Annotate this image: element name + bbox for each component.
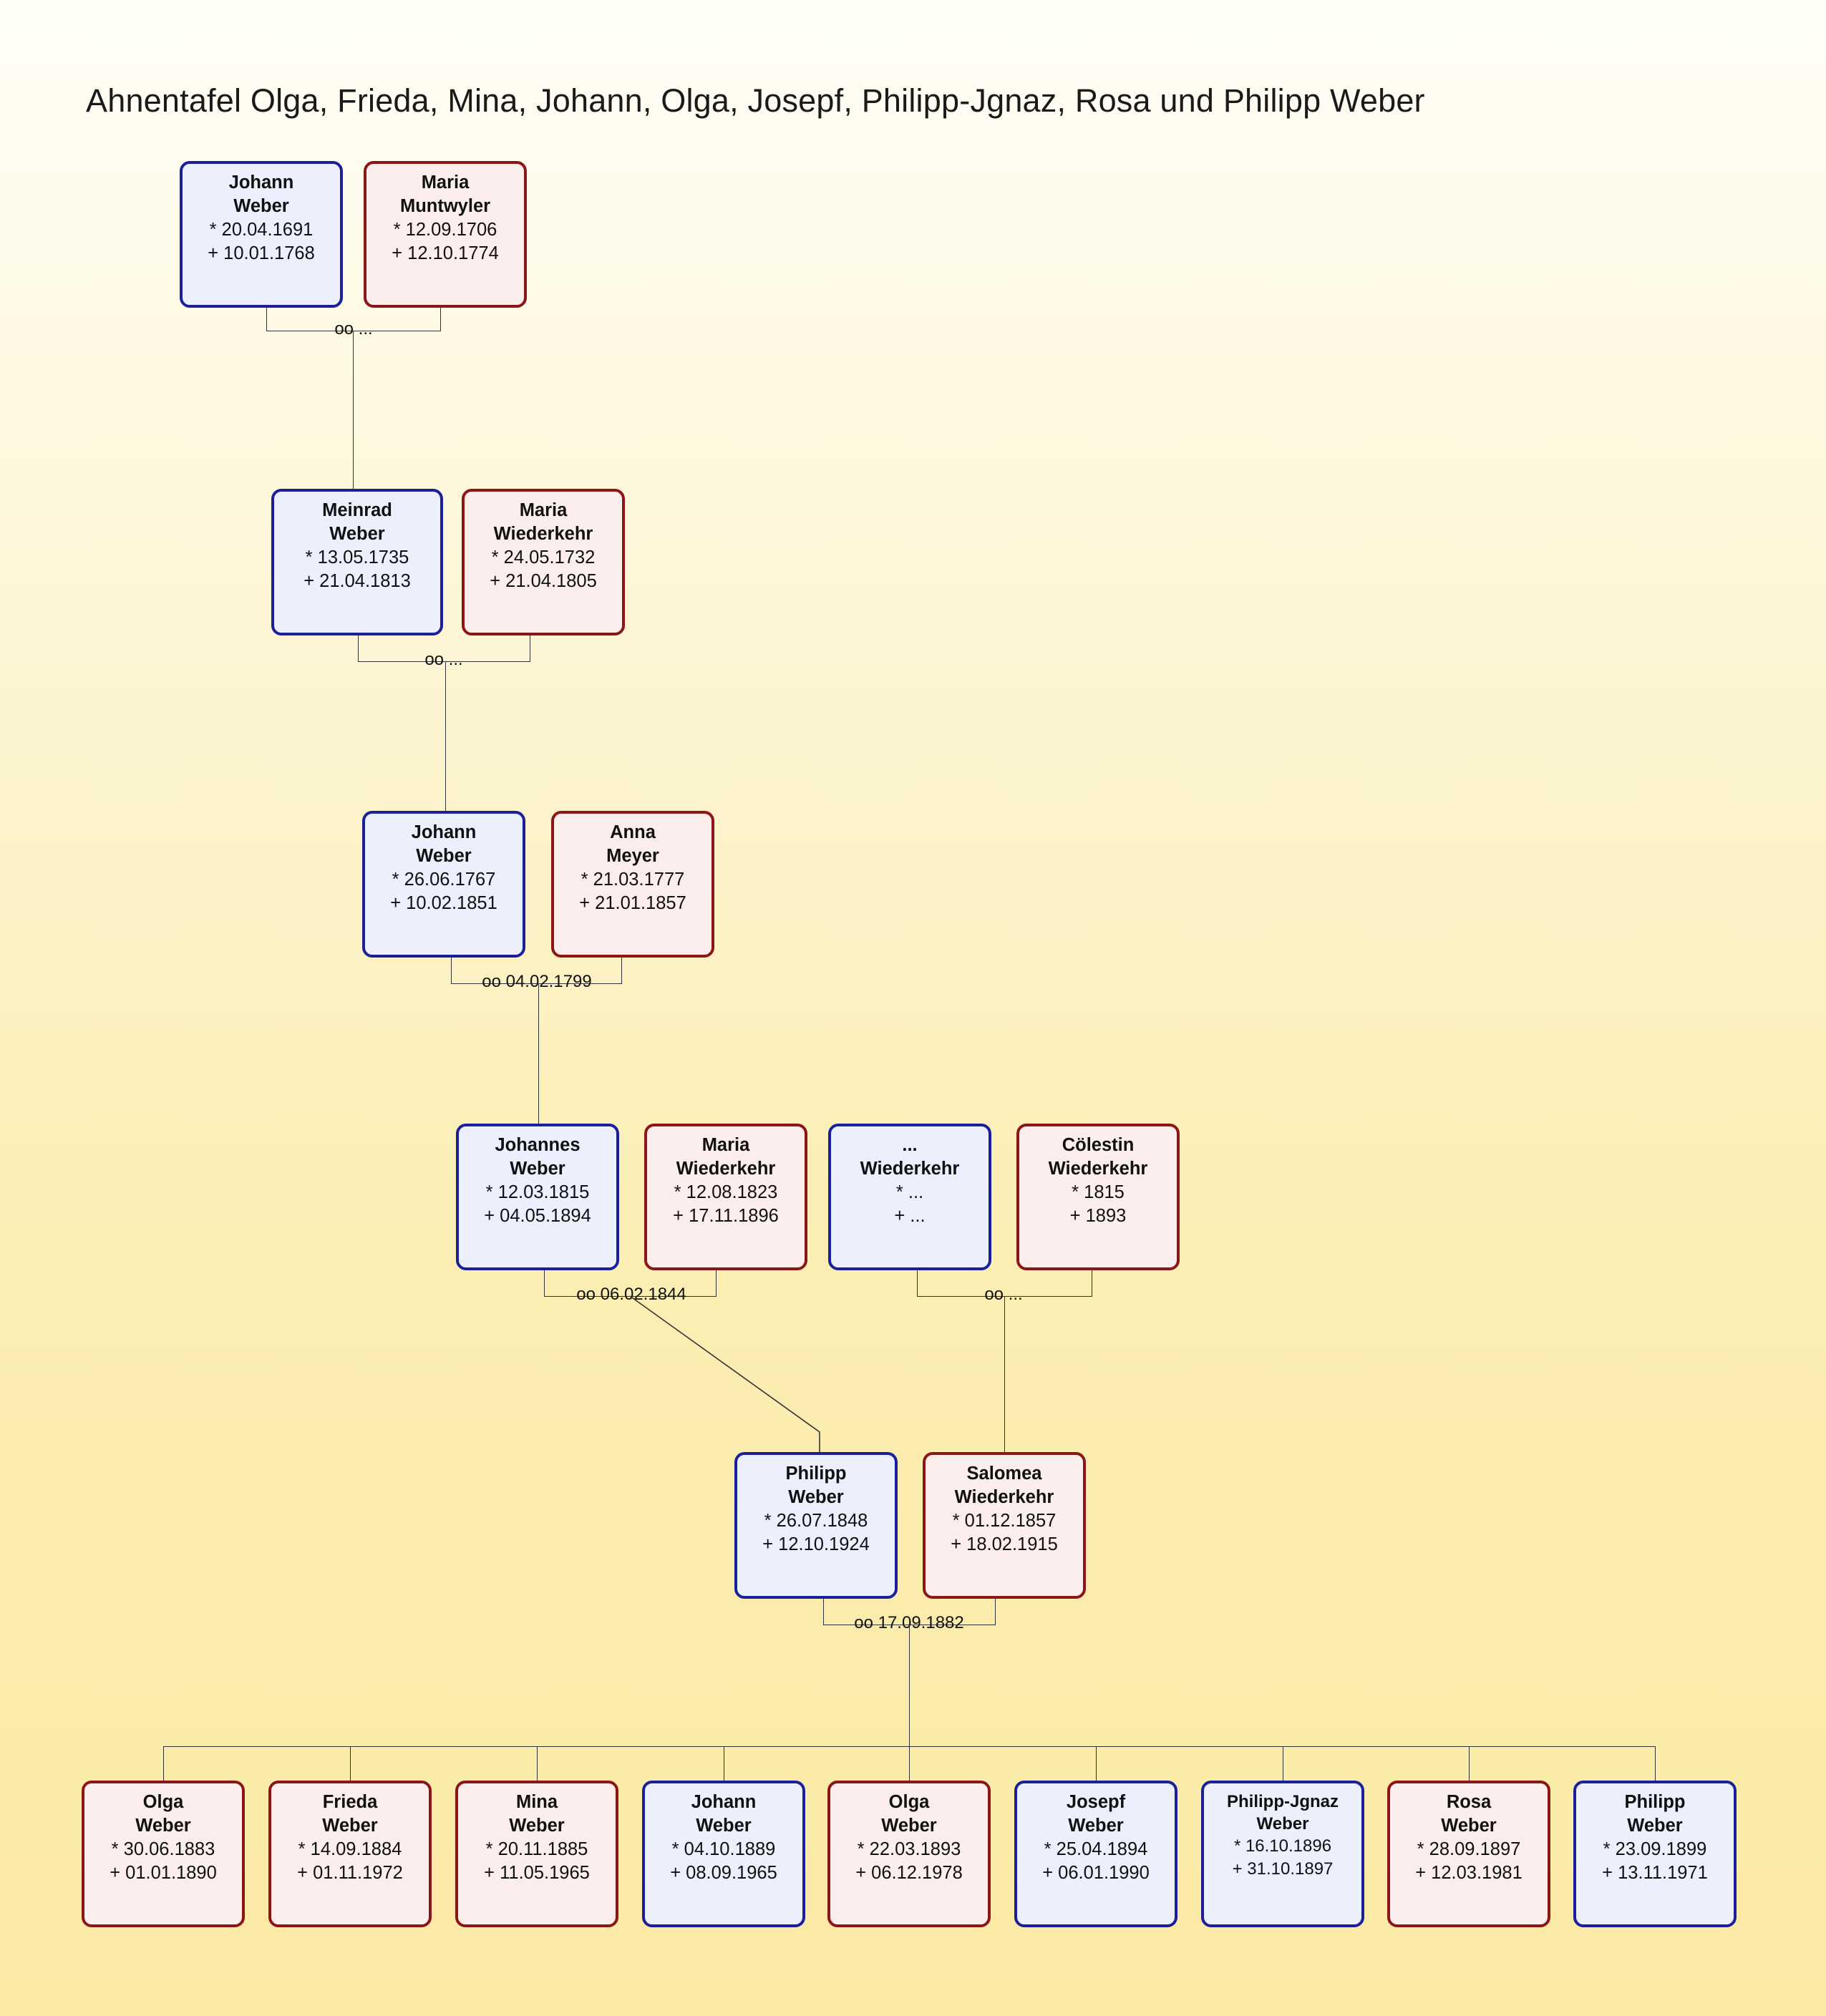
person-given-name: Frieda (322, 1792, 378, 1812)
marriage-drop-left (358, 636, 359, 661)
person-box[interactable] (455, 1781, 618, 1927)
person-box[interactable] (364, 161, 527, 308)
marriage-drop-right (995, 1599, 996, 1625)
person-given-name: Maria (701, 1135, 750, 1155)
sibling-drop (909, 1746, 910, 1781)
person-box[interactable] (462, 489, 625, 636)
person-birth: * 01.12.1857 (952, 1511, 1057, 1532)
person-birth: * 26.06.1767 (392, 870, 496, 890)
person-given-name: Johann (691, 1792, 757, 1812)
marriage-drop-right (621, 958, 622, 983)
person-death: + 11.05.1965 (484, 1863, 590, 1884)
person-surname: Meyer (606, 846, 659, 867)
person-box[interactable] (82, 1781, 245, 1927)
person-death: + 01.11.1972 (297, 1863, 403, 1884)
person-given-name: Johann (411, 822, 477, 842)
marriage-drop-left (544, 1270, 545, 1296)
person-death: + 21.04.1805 (490, 571, 597, 592)
child-drop (538, 983, 539, 1131)
sibling-drop (1096, 1746, 1097, 1781)
marriage-drop-left (266, 308, 267, 331)
person-birth: * 30.06.1883 (111, 1839, 215, 1860)
person-birth: * 14.09.1884 (298, 1839, 402, 1860)
person-surname: Wiederkehr (954, 1487, 1054, 1508)
person-death: + 10.02.1851 (390, 893, 497, 914)
marriage-label: oo 17.09.1882 (854, 1613, 964, 1632)
person-given-name: Salomea (966, 1464, 1042, 1484)
person-death: + 06.12.1978 (855, 1863, 963, 1884)
person-given-name: Rosa (1446, 1792, 1492, 1812)
child-drop (445, 661, 446, 820)
sibling-drop (1469, 1746, 1470, 1781)
person-birth: * 12.03.1815 (485, 1182, 590, 1203)
marriage-drop-left (823, 1599, 824, 1625)
person-surname: Weber (510, 1159, 565, 1179)
person-death: + 31.10.1897 (1232, 1859, 1334, 1879)
person-surname: Weber (1068, 1816, 1124, 1836)
person-box[interactable] (1201, 1781, 1364, 1927)
person-given-name: Philipp-Jgnaz (1227, 1792, 1339, 1811)
person-given-name: Anna (610, 822, 656, 842)
person-box[interactable] (1016, 1124, 1180, 1270)
person-death: + 08.09.1965 (670, 1863, 777, 1884)
person-death: + 04.05.1894 (484, 1206, 591, 1227)
person-given-name: Johannes (495, 1135, 581, 1155)
person-box[interactable] (644, 1124, 807, 1270)
person-birth: * 12.09.1706 (393, 220, 497, 240)
sibling-drop (537, 1746, 538, 1781)
person-surname: Weber (1441, 1816, 1497, 1836)
person-birth: * 04.10.1889 (671, 1839, 776, 1860)
person-given-name: ... (902, 1135, 918, 1155)
person-surname: Weber (135, 1816, 191, 1836)
person-box[interactable] (1387, 1781, 1550, 1927)
person-surname: Weber (881, 1816, 937, 1836)
person-given-name: Meinrad (322, 500, 392, 520)
person-birth: * 26.07.1848 (764, 1511, 868, 1532)
person-surname: Weber (696, 1816, 752, 1836)
person-surname: Weber (233, 196, 289, 217)
sibling-drop (1655, 1746, 1656, 1781)
person-given-name: Maria (421, 172, 470, 193)
person-given-name: Maria (519, 500, 568, 520)
person-box[interactable] (827, 1781, 991, 1927)
person-birth: * 12.08.1823 (674, 1182, 778, 1203)
person-given-name: Olga (142, 1792, 184, 1812)
person-box[interactable] (828, 1124, 991, 1270)
child-drop (353, 331, 354, 495)
person-death: + 12.10.1774 (392, 243, 499, 264)
person-birth: * 1815 (1072, 1182, 1125, 1203)
person-death: + 21.04.1813 (303, 571, 411, 592)
person-box[interactable] (180, 161, 343, 308)
person-death: + 01.01.1890 (110, 1863, 217, 1884)
sibling-drop (163, 1746, 164, 1781)
person-surname: Weber (322, 1816, 378, 1836)
person-surname: Weber (788, 1487, 844, 1508)
person-box[interactable] (271, 489, 443, 636)
person-box[interactable] (456, 1124, 619, 1270)
person-surname: Muntwyler (399, 196, 491, 217)
person-death: + 06.01.1990 (1042, 1863, 1150, 1884)
person-surname: Weber (1627, 1816, 1683, 1836)
person-surname: Weber (509, 1816, 565, 1836)
person-given-name: Olga (888, 1792, 930, 1812)
person-box[interactable] (1573, 1781, 1737, 1927)
person-box[interactable] (734, 1452, 898, 1599)
person-birth: * 22.03.1893 (857, 1839, 961, 1860)
person-given-name: Philipp (785, 1464, 847, 1484)
person-surname: Weber (416, 846, 472, 867)
person-box[interactable] (551, 811, 714, 958)
person-given-name: Philipp (1624, 1792, 1686, 1812)
marriage-label: oo ... (334, 319, 373, 339)
person-surname: Wiederkehr (493, 524, 593, 545)
person-death: + 12.10.1924 (762, 1534, 870, 1555)
person-death: + 18.02.1915 (951, 1534, 1058, 1555)
person-birth: * 16.10.1896 (1233, 1836, 1332, 1856)
marriage-label: oo ... (424, 650, 463, 669)
child-drop (1004, 1296, 1005, 1462)
person-surname: Weber (1256, 1814, 1309, 1834)
person-death: + 1893 (1069, 1206, 1127, 1227)
child-connector-diagonal (630, 1296, 830, 1462)
marriage-drop-right (716, 1270, 717, 1296)
marriage-drop-right (440, 308, 441, 331)
person-birth: * 25.04.1894 (1044, 1839, 1148, 1860)
person-birth: * 23.09.1899 (1603, 1839, 1707, 1860)
person-box[interactable] (268, 1781, 432, 1927)
person-box[interactable] (642, 1781, 805, 1927)
person-surname: Weber (329, 524, 385, 545)
person-death: + 13.11.1971 (1602, 1863, 1708, 1884)
person-surname: Wiederkehr (860, 1159, 960, 1179)
person-given-name: Mina (515, 1792, 558, 1812)
person-birth: * 24.05.1732 (491, 547, 596, 568)
person-surname: Wiederkehr (676, 1159, 776, 1179)
person-given-name: Johann (228, 172, 294, 193)
person-birth: * 13.05.1735 (305, 547, 409, 568)
person-death: + 21.01.1857 (579, 893, 686, 914)
person-box[interactable] (1014, 1781, 1177, 1927)
page-title: Ahnentafel Olga, Frieda, Mina, Johann, Olga, Josepf, Philipp-Jgnaz, Rosa und Philipp Weber (86, 82, 1425, 119)
person-death: + ... (894, 1206, 926, 1227)
person-birth: * ... (895, 1182, 924, 1203)
person-given-name: Cölestin (1062, 1135, 1135, 1155)
person-birth: * 21.03.1777 (581, 870, 685, 890)
marriage-drop-left (917, 1270, 918, 1296)
person-death: + 12.03.1981 (1415, 1863, 1523, 1884)
sibling-drop (350, 1746, 351, 1781)
children-drop (909, 1625, 910, 1746)
marriage-drop-left (451, 958, 452, 983)
person-death: + 17.11.1896 (673, 1206, 779, 1227)
person-birth: * 28.09.1897 (1417, 1839, 1521, 1860)
person-birth: * 20.11.1885 (485, 1839, 588, 1860)
marriage-label: oo 04.02.1799 (482, 972, 592, 991)
person-death: + 10.01.1768 (208, 243, 315, 264)
person-given-name: Josepf (1066, 1792, 1126, 1812)
person-box[interactable] (362, 811, 525, 958)
marriage-label: oo 06.02.1844 (576, 1285, 686, 1304)
person-surname: Wiederkehr (1048, 1159, 1148, 1179)
person-box[interactable] (923, 1452, 1086, 1599)
person-birth: * 20.04.1691 (209, 220, 314, 240)
marriage-label: oo ... (984, 1285, 1023, 1304)
